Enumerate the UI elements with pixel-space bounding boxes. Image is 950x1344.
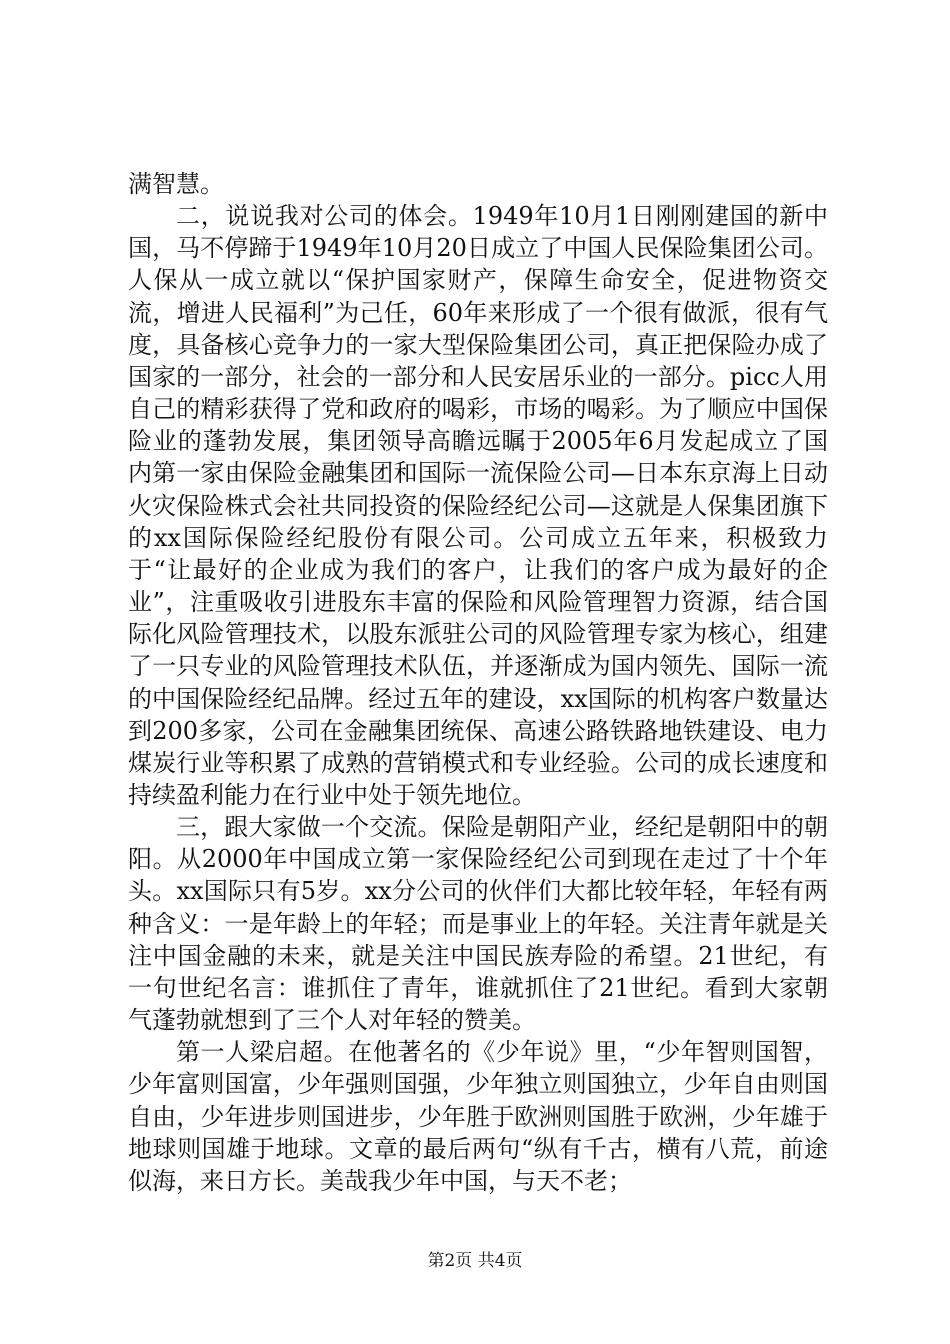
paragraph-4: 第一人梁启超。在他著名的《少年说》里，“少年智则国智，少年富则国富，少年强则国强，少年独立则国独立，少年自由则国自由，少年进步则国进步，少年胜于欧洲则国胜于欧洲，少年雄于地球则国雄于地球。文章的最后两句“纵有千古，横有八荒，前途似海，来日方长。美哉我少年中国，与天不老； — [128, 1038, 828, 1195]
page-number-footer: 第2页 共4页 — [427, 1251, 523, 1271]
paragraph-1: 满智慧。 — [128, 170, 224, 198]
paragraph-2: 二，说说我对公司的体会。1949年10月1日刚刚建国的新中国，马不停蹄于1949年10月20日成立了中国人民保险集团公司。人保从一成立就以“保护国家财产，保障生命安全，促进物资交流，增进人民福利”为己任，60年来形成了一个很有做派，很有气度，具备核心竞争力的一家大型保险集团公司，真正把保险办成了国家的一部分，社会的一部分和人民安居乐业的一部分。picc人用自己的精彩获得了党和政府的喝彩，市场的喝彩。为了顺应中国保险业的蓬勃发展，集团领导高瞻远瞩于2005年6月发起成立了国内第一家由保险金融集团和国际一流保险公司—日本东京海上日动火灾保险株式会社共同投资的保险经纪公司—这就是人保集团旗下的xx国际保险经纪股份有限公司。公司成立五年来，积极致力于“让最好的企业成为我们的客户，让我们的客户成为最好的企业”，注重吸收引进股东丰富的保险和风险管理智力资源，结合国际化风险管理技术，以股东派驻公司的风险管理专家为核心，组建了一只专业的风险管理技术队伍，并逐渐成为国内领先、国际一流的中国保险经纪品牌。经过五年的建设，xx国际的机构客户数量达到200多家，公司在金融集团统保、高速公路铁路地铁建设、电力煤炭行业等积累了成熟的营销模式和专业经验。公司的成长速度和持续盈利能力在行业中处于领先地位。 — [128, 202, 828, 809]
document-body — [128, 168, 828, 1197]
paragraph-3: 三，跟大家做一个交流。保险是朝阳产业，经纪是朝阳中的朝阳。从2000年中国成立第一家保险经纪公司到现在走过了十个年头。xx国际只有5岁。xx分公司的伙伴们大都比较年轻，年轻有两种含义：一是年龄上的年轻；而是事业上的年轻。关注青年就是关注中国金融的未来，就是关注中国民族寿险的希望。21世纪，有一句世纪名言：谁抓住了青年，谁就抓住了21世纪。看到大家朝气蓬勃就想到了三个人对年轻的赞美。 — [128, 813, 828, 1035]
